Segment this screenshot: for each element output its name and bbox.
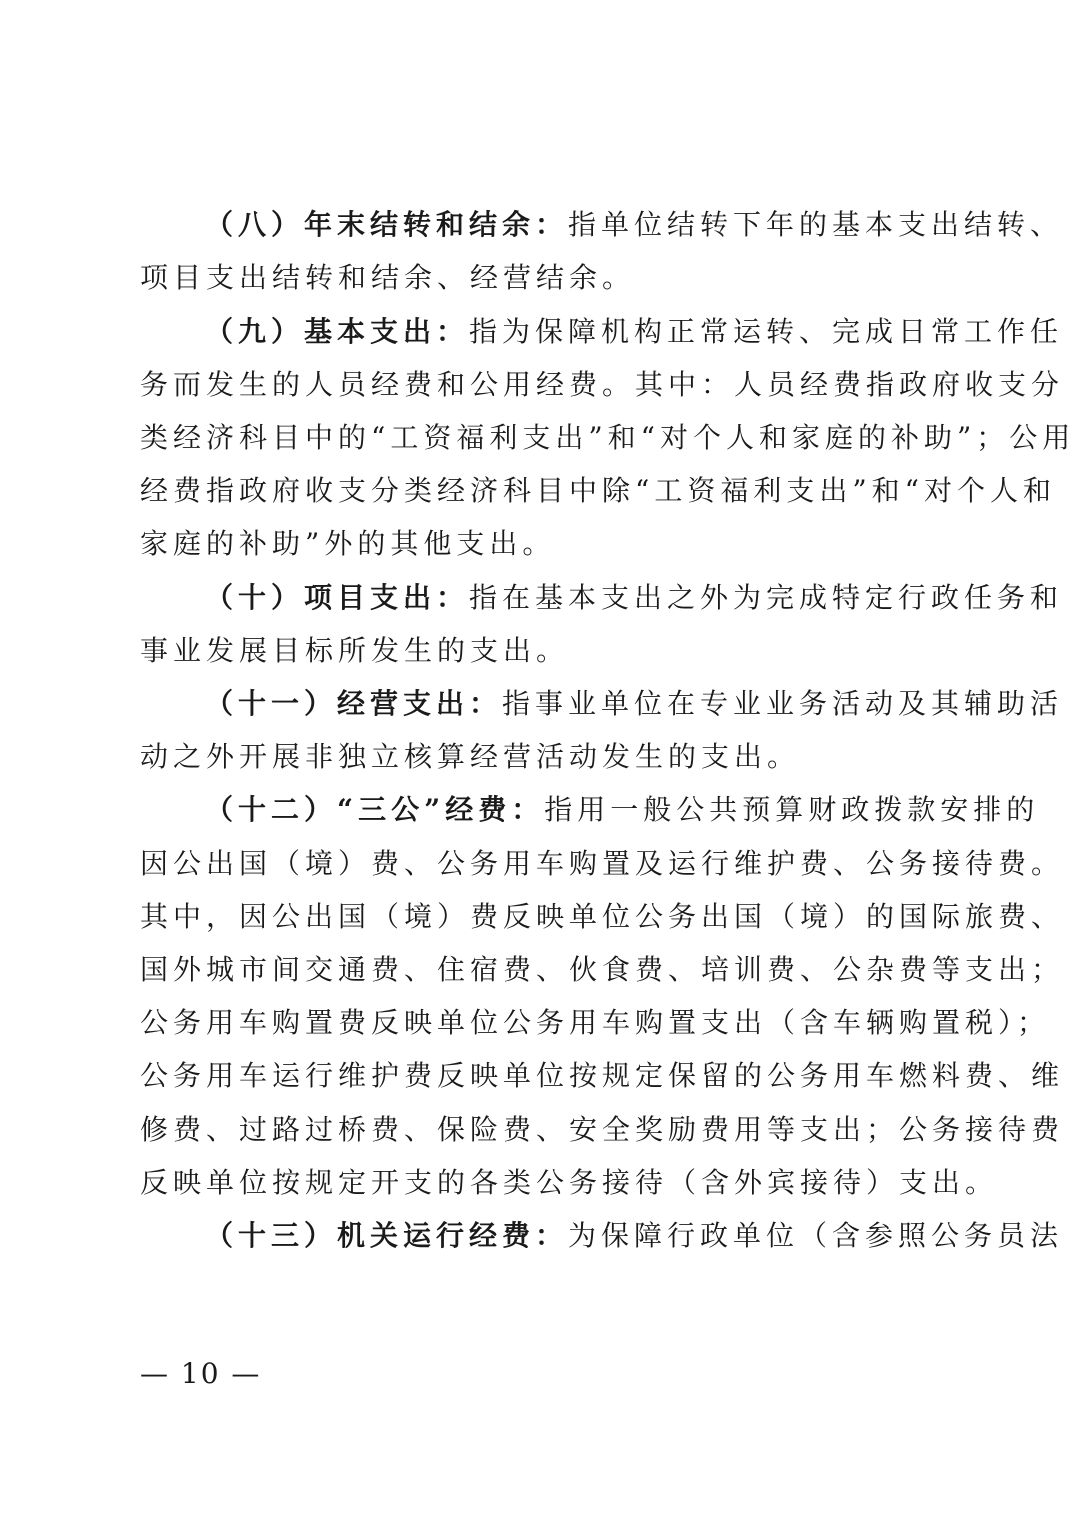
body-text: 指在基本支出之外为完成特定行政任务和	[469, 581, 1064, 614]
paragraph-10-line-2	[140, 631, 940, 671]
body-text: 指为保障机构正常运转、完成日常工作任	[469, 315, 1064, 348]
body-text: 公务用车购置费反映单位公务用车购置支出（含车辆购置税）；	[140, 1006, 1051, 1039]
term-heading: （八）年末结转和结余：	[205, 208, 569, 241]
body-text: 指事业单位在专业业务活动及其辅助活	[502, 687, 1064, 720]
body-text: 事业发展目标所发生的支出。	[140, 634, 570, 667]
body-text: 项目支出结转和结余、经营结余。	[140, 261, 636, 294]
paragraph-9-line-1	[205, 312, 1064, 352]
body-text: 指单位结转下年的基本支出结转、	[568, 208, 1064, 241]
body-text: 经费指政府收支分类经济科目中除“工资福利支出”和“对个人和	[140, 474, 1056, 507]
paragraph-12-line-3	[140, 897, 1065, 937]
paragraph-12-line-6	[140, 1056, 1065, 1096]
paragraph-8-line-1	[205, 205, 1064, 245]
paragraph-12-line-1	[205, 790, 1040, 830]
body-text: 国外城市间交通费、住宿费、伙食费、培训费、公杂费等支出；	[140, 953, 1065, 986]
paragraph-9-line-5	[140, 524, 940, 564]
body-text: 反映单位按规定开支的各类公务接待（含外宾接待）支出。	[140, 1166, 999, 1199]
term-heading: （十三）机关运行经费：	[205, 1219, 569, 1252]
body-text: 其中，因公出国（境）费反映单位公务出国（境）的国际旅费、	[140, 900, 1065, 933]
term-heading: （九）基本支出：	[205, 315, 470, 348]
body-text: 务而发生的人员经费和公用经费。其中：人员经费指政府收支分	[140, 368, 1065, 401]
paragraph-12-line-8	[140, 1163, 999, 1203]
paragraph-13-line-1	[205, 1216, 1064, 1256]
paragraph-12-line-2	[140, 844, 1065, 884]
body-text: 指用一般公共预算财政拨款安排的	[544, 793, 1040, 826]
term-heading: （十一）经营支出：	[205, 687, 503, 720]
body-text: 修费、过路过桥费、保险费、安全奖励费用等支出；公务接待费	[140, 1113, 1065, 1146]
body-text: 动之外开展非独立核算经营活动发生的支出。	[140, 740, 801, 773]
term-heading: （十）项目支出：	[205, 581, 470, 614]
paragraph-12-line-4	[140, 950, 1065, 990]
paragraph-8-line-2	[140, 258, 940, 298]
term-heading: （十二）“三公”经费：	[205, 793, 545, 826]
body-text: 为保障行政单位（含参照公务员法	[568, 1219, 1064, 1252]
paragraph-11-line-1	[205, 684, 1064, 724]
paragraph-11-line-2	[140, 737, 940, 777]
body-text: 家庭的补助”外的其他支出。	[140, 527, 556, 560]
paragraph-9-line-4	[140, 471, 1056, 511]
paragraph-12-line-5	[140, 1003, 1051, 1043]
body-text: 因公出国（境）费、公务用车购置及运行维护费、公务接待费。	[140, 847, 1065, 880]
paragraph-12-line-7	[140, 1110, 1065, 1150]
body-text: 类经济科目中的“工资福利支出”和“对个人和家庭的补助”；公用	[140, 421, 1075, 454]
page-number: — 10 —	[140, 1357, 262, 1390]
paragraph-9-line-2	[140, 365, 1065, 405]
body-text: 公务用车运行维护费反映单位按规定保留的公务用车燃料费、维	[140, 1059, 1065, 1092]
paragraph-10-line-1	[205, 578, 1064, 618]
paragraph-9-line-3	[140, 418, 1075, 458]
